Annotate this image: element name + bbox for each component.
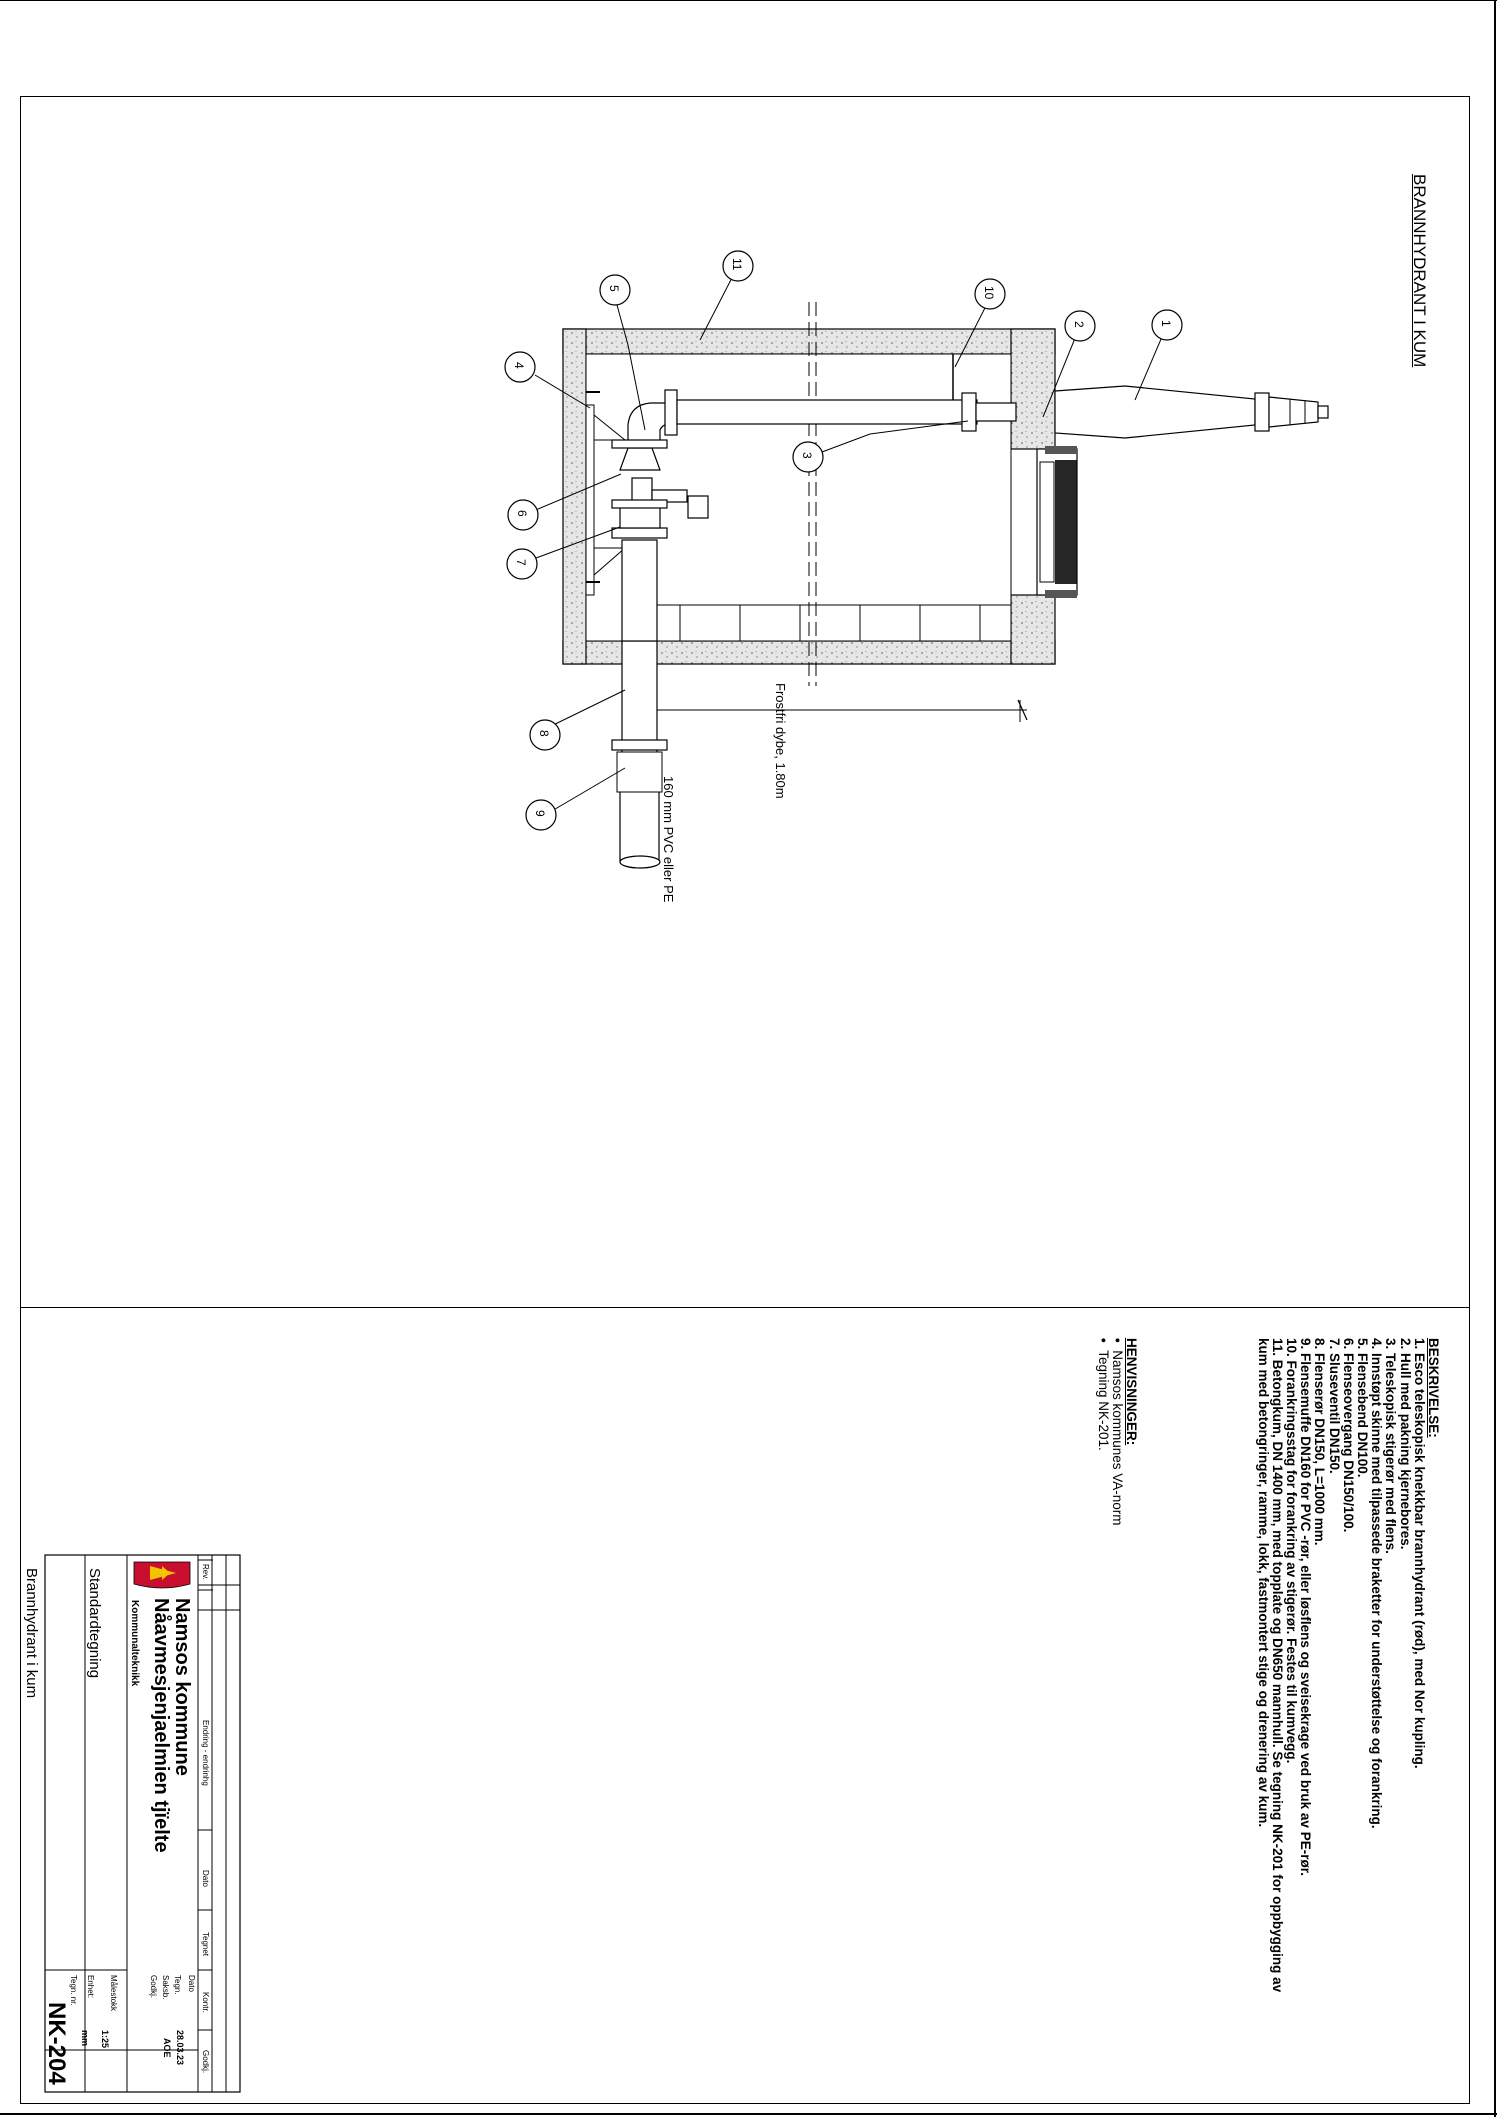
approved-field-label: Godkj. [149,1975,158,1999]
callout-10-label: 10 [982,286,996,300]
scale-field-value: 1:25 [100,2030,110,2049]
note-item: 11. Betongkum, DN 1400 mm, med topplate og DN650 mannhull. Se tegning NK-201 for oppbygging av [1269,1338,1285,1993]
drawn-header: Tegnet [201,1932,210,1957]
callout-4-label: 4 [512,362,526,369]
references-block [1095,1338,1138,1526]
note-item: 4. Innstøpt skinne med tilpassede braketter for understøttelse og forankring. [1369,1338,1385,1829]
frost-depth-label: Frostfri dybe, 1.80m [773,683,788,799]
drawing-title: BRANNHYDRANT I KUM [1410,174,1429,368]
note-item: 6. Flenseovergang DN150/100. [1340,1338,1356,1533]
drawing-type: Standardtegning [86,1568,103,1679]
note-item: 9. Flensemuffe DN160 for PVC -rør, eller løsflens og sveisekrage ved bruk av PE-rør. [1298,1338,1314,1876]
note-item: 8. Flenserør DN150, L=1000 mm. [1312,1338,1328,1546]
rev-header: Rev. [201,1564,210,1580]
notes-heading: BESKRIVELSE: [1426,1338,1441,1438]
municipal-logo [134,1562,190,1588]
references-heading: HENVISNINGER: [1124,1338,1139,1446]
note-item: 1. Esco teleskopisk knekkbar brannhydrant (rød), med Nor kupling. [1411,1338,1427,1769]
date-field-value: 28.03.23 [175,2030,185,2066]
title-block-frame [45,1555,240,2092]
hydrant-body [1055,386,1328,438]
unit-field-value: mm [80,2030,90,2047]
pipe-size-label: 160 mm PVC eller PE [661,776,676,903]
callout-7-label: 7 [514,559,528,566]
note-item: 10. Forankringsstag for forankring av stigerør. Festes til kumvegg. [1283,1338,1299,1764]
callout-9-label: 9 [533,810,547,817]
case-field-label: Saksb. [161,1975,170,2000]
org-name-primary: Namsos kommune [171,1598,193,1776]
reference-item: • Tegning NK-201. [1095,1338,1109,1526]
date-field-label: Dato [187,1975,196,1992]
unit-field-label: Enhet: [86,1975,95,1999]
change-header: Endring - endrinhg [201,1720,210,1786]
callout-6-label: 6 [515,510,529,517]
notes-block [1255,1338,1440,1992]
drawing-number: NK-204 [43,2002,70,2085]
callout-2-label: 2 [1072,321,1086,328]
manhole-frame-and-lid [1037,446,1077,598]
notes-list [1255,1338,1425,1992]
checked-header: Kontr. [201,1992,210,2013]
org-name-secondary: Nåavmesjenjaelmien tjïelte [150,1598,172,1853]
callout-8-label: 8 [537,730,551,737]
date-header: Dato [201,1870,210,1887]
department-name: Kommunalteknikk [129,1600,140,1687]
callout-3-label: 3 [800,452,814,459]
drawn-field-label: Tegn. [173,1975,182,1995]
callout-1-label: 1 [1159,320,1173,327]
callout-11-label: 11 [730,258,744,271]
callout-5-label: 5 [607,285,621,292]
drawing-title-block: Brannhydrant i kum [23,1568,40,1699]
note-item: kum med betongringer, ramme, lokk, fastmontert stige og drenering av kum. [1255,1338,1271,1828]
approved-header: Godkj. [201,2050,210,2074]
note-item: 7. Sluseventil DN150. [1326,1338,1342,1474]
note-item: 5. Flensebend DN100. [1354,1338,1370,1478]
note-item: 3. Teleskopisk stigerør med flens. [1383,1338,1399,1554]
scale-field-label: Målestokk [109,1975,118,2012]
drawn-field-value: AOE [162,2038,172,2058]
reference-item: • Namsos kommunes VA-norm [1110,1338,1124,1526]
frost-depth-dimension [657,700,1027,722]
drawing-number-label: Tegn. nr. [69,1975,78,2006]
references-list [1095,1338,1123,1526]
note-item: 2. Hull med pakning kjernebores. [1397,1338,1413,1550]
